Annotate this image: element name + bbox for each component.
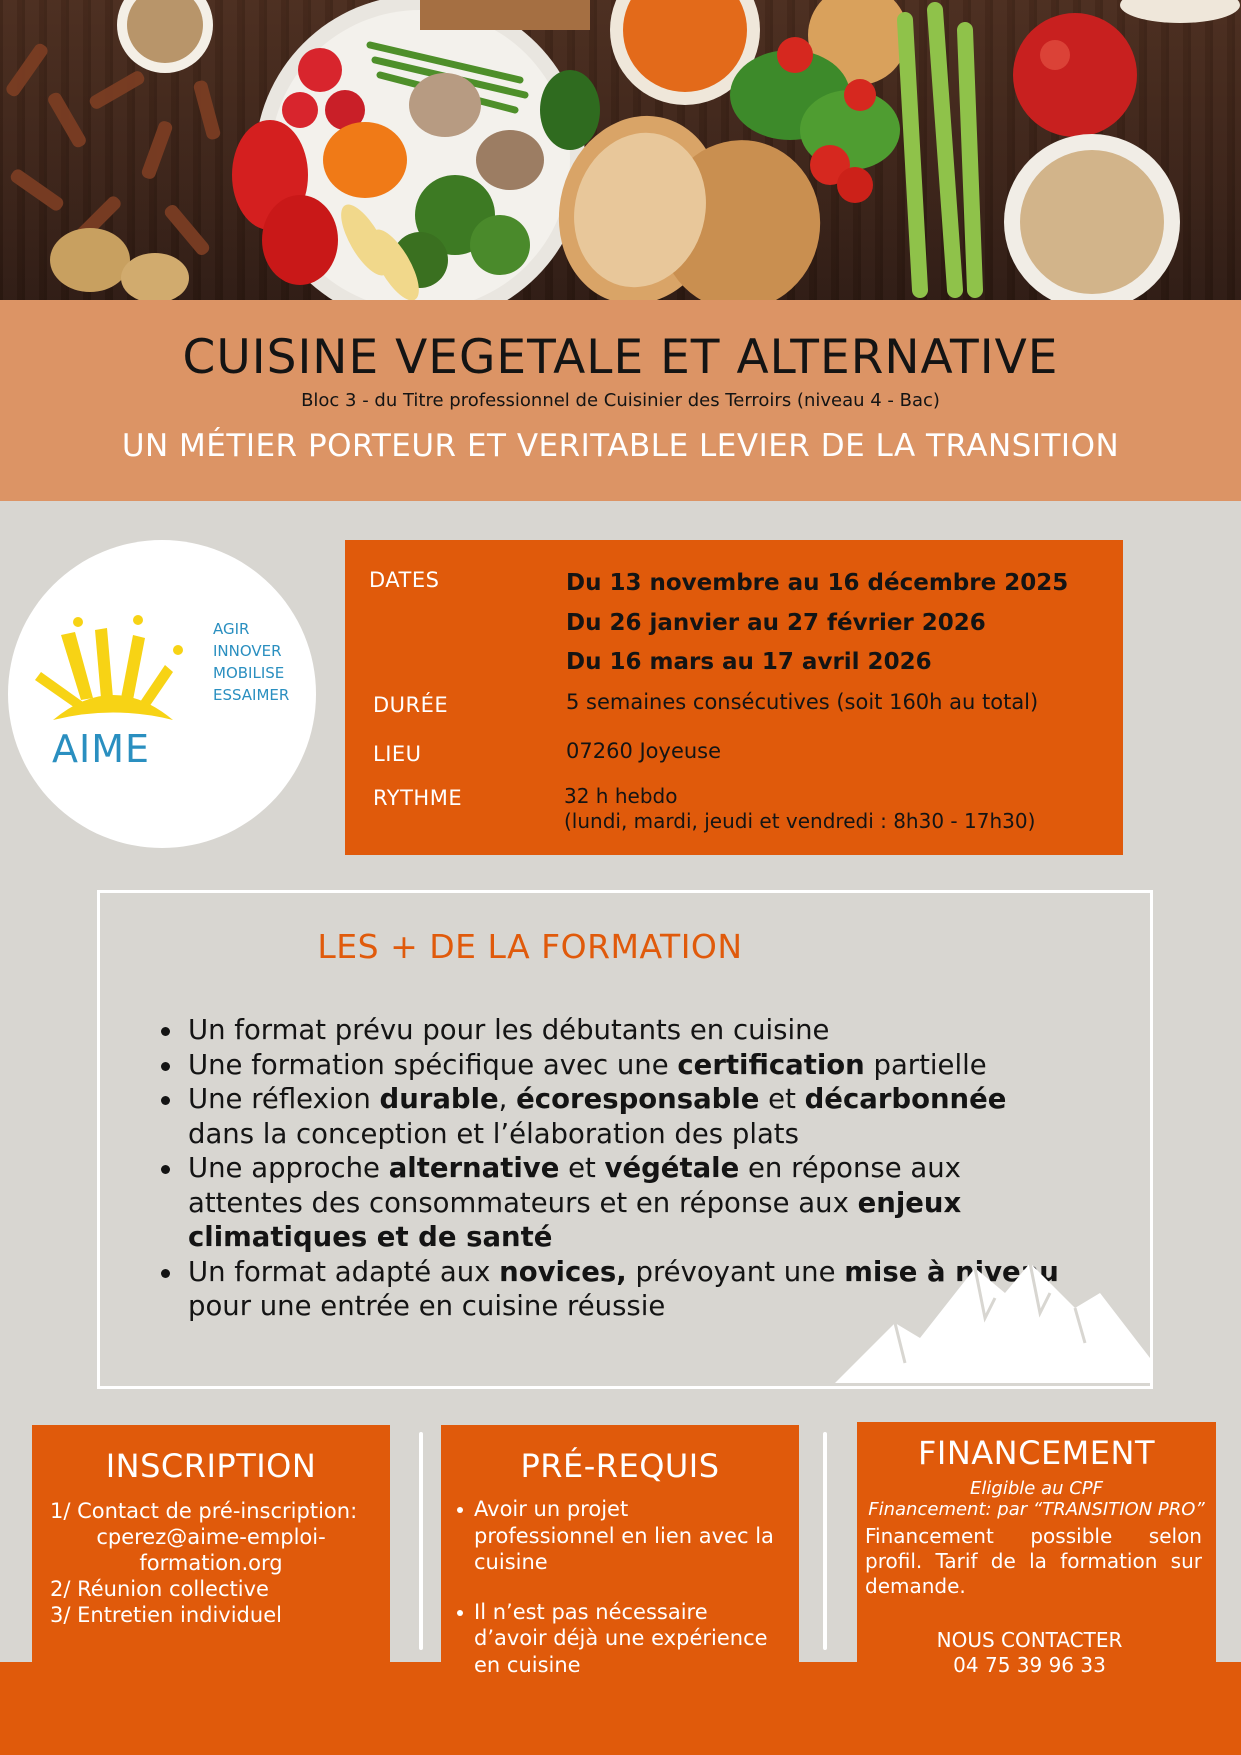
divider: [823, 1432, 827, 1650]
feature-item: [188, 1151, 1118, 1255]
sun-hand-icon: [33, 610, 203, 730]
feature-bold: enjeux: [857, 1186, 962, 1219]
feature-bold: novices,: [499, 1255, 627, 1288]
feature-bold: certification: [677, 1048, 865, 1081]
contact-phone[interactable]: 04 75 39 96 33: [953, 1653, 1106, 1677]
prerequis-item: [474, 1496, 794, 1576]
prerequis-list: [474, 1496, 794, 1678]
feature-text: attentes des consommateurs et en réponse aux: [188, 1186, 858, 1219]
feature-text: en réponse aux: [739, 1152, 961, 1184]
rythme-value-2: (lundi, mardi, jeudi et vendredi : 8h30 - 17h30): [564, 809, 1036, 833]
inscription-step-3: 3/ Entretien individuel: [50, 1603, 282, 1627]
prerequis-line: Il n’est pas nécessaire: [474, 1599, 708, 1624]
financement-cpf: Eligible au CPF: [970, 1478, 1103, 1499]
prerequis-title: PRÉ-REQUIS: [520, 1447, 720, 1485]
financement-line: profil. Tarif de la formation sur: [865, 1549, 1202, 1573]
feature-bold: décarbonnée: [804, 1083, 1007, 1115]
feature-item: [188, 1082, 1118, 1151]
prerequis-card: [441, 1425, 799, 1677]
prerequis-item: [474, 1599, 794, 1679]
features-title: LES + DE LA FORMATION: [317, 927, 743, 966]
logo-name: AIME: [52, 727, 150, 771]
inscription-email-line-2[interactable]: formation.org: [139, 1551, 283, 1575]
feature-text: ,: [498, 1083, 517, 1115]
page-title: CUISINE VEGETALE ET ALTERNATIVE: [182, 330, 1059, 385]
hero-image: [0, 0, 1241, 300]
prerequis-line: Avoir un projet: [474, 1497, 629, 1521]
feature-bold: écoresponsable: [516, 1083, 760, 1115]
rythme-label: RYTHME: [373, 786, 463, 810]
financement-line: demande.: [865, 1574, 966, 1598]
feature-bold: mise à niveau: [844, 1255, 1059, 1288]
aime-logo: [8, 540, 316, 848]
prerequis-line: d’avoir déjà une expérience: [474, 1626, 768, 1650]
feature-text: Une formation spécifique avec une: [188, 1048, 678, 1081]
feature-text: Un format prévu pour les débutants en cuisine: [188, 1014, 830, 1046]
session-info-box: [345, 540, 1123, 855]
lieu-value: 07260 Joyeuse: [566, 739, 722, 763]
feature-text: partielle: [864, 1048, 987, 1081]
feature-bold: climatiques et de santé: [188, 1221, 553, 1253]
date-session-3: Du 16 mars au 17 avril 2026: [566, 649, 932, 675]
page-subtitle: Bloc 3 - du Titre professionnel de Cuisinier des Terroirs (niveau 4 - Bac): [301, 390, 940, 411]
inscription-card: [32, 1425, 390, 1665]
page-tagline: UN MÉTIER PORTEUR ET VERITABLE LEVIER DE LA TRANSITION: [121, 428, 1120, 464]
inscription-step-2: 2/ Réunion collective: [50, 1577, 269, 1601]
financement-card: [857, 1422, 1216, 1677]
logo-line: AGIR: [213, 620, 250, 638]
divider: [419, 1432, 423, 1650]
feature-text: dans la conception et l’élaboration des plats: [188, 1117, 799, 1150]
logo-line: ESSAIMER: [213, 686, 290, 704]
feature-text: pour une entrée en cuisine réussie: [188, 1290, 666, 1322]
prerequis-line: professionnel en lien avec la: [474, 1523, 774, 1548]
logo-taglines: [213, 618, 289, 706]
financement-title: FINANCEMENT: [918, 1434, 1155, 1472]
features-box: [97, 890, 1153, 1389]
feature-text: Un format adapté aux: [188, 1255, 500, 1288]
lieu-label: LIEU: [373, 742, 422, 766]
contact-label: NOUS CONTACTER: [936, 1628, 1123, 1652]
feature-text: Une approche: [188, 1152, 389, 1184]
feature-item: [188, 1013, 1118, 1048]
hero-food-illustration: [0, 0, 1241, 300]
mountains-icon: [835, 1248, 1150, 1383]
feature-text: Une réflexion: [188, 1083, 380, 1115]
logo-line: INNOVER: [213, 642, 282, 660]
feature-text: prévoyant une: [626, 1255, 845, 1288]
inscription-step-1: 1/ Contact de pré-inscription:: [50, 1499, 358, 1523]
inscription-title: INSCRIPTION: [105, 1447, 317, 1485]
dates-label: DATES: [369, 568, 440, 592]
rythme-value-1: 32 h hebdo: [564, 784, 678, 808]
feature-text: et: [559, 1152, 605, 1184]
feature-bold: durable: [379, 1083, 499, 1115]
title-band: [0, 300, 1241, 501]
feature-bold: alternative: [388, 1152, 560, 1184]
feature-text: et: [759, 1083, 805, 1115]
prerequis-line: cuisine: [474, 1550, 548, 1574]
date-session-1: Du 13 novembre au 16 décembre 2025: [566, 570, 1069, 596]
financement-line: Financement possible selon: [865, 1524, 1202, 1548]
inscription-email-line-1[interactable]: cperez@aime-emploi-: [96, 1525, 326, 1549]
feature-bold: végétale: [604, 1152, 740, 1184]
financement-text: [865, 1524, 1202, 1599]
logo-line: MOBILISE: [213, 664, 285, 682]
duree-label: DURÉE: [373, 693, 449, 717]
prerequis-line: en cuisine: [474, 1652, 581, 1677]
duree-value: 5 semaines consécutives (soit 160h au total): [566, 690, 1039, 714]
date-session-2: Du 26 janvier au 27 février 2026: [566, 610, 986, 636]
feature-item: [188, 1048, 1118, 1083]
financement-transition: Financement: par “TRANSITION PRO”: [868, 1499, 1205, 1520]
